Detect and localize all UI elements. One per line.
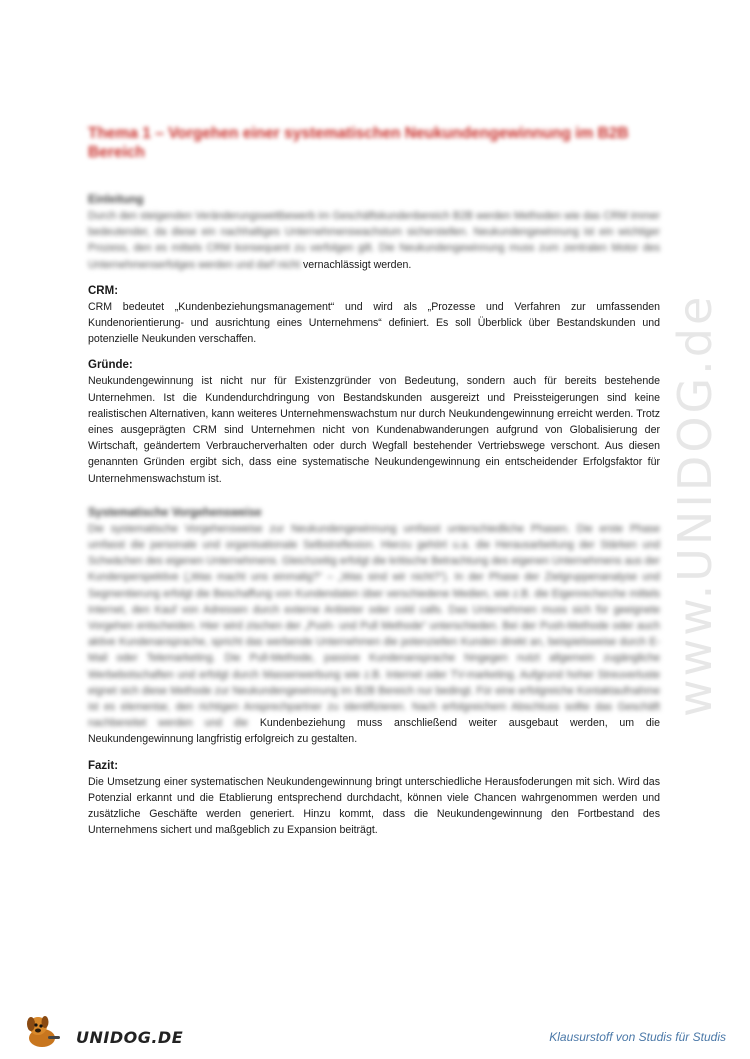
section-heading: CRM: [88, 284, 119, 297]
section-einleitung [88, 192, 660, 273]
footer-tagline: Klausurstoff von Studis für Studis [549, 1030, 726, 1044]
visible-text: Kundenbeziehung muss anschließend weiter ausgebaut werden, um die Neukundengewinnung langfristig erfolgreich zu gestalten. [88, 717, 660, 746]
section-heading: Fazit: [88, 759, 119, 772]
section-paragraph [88, 208, 660, 273]
document-title: Thema 1 – Vorgehen einer systematischen Neukundengewinnung im B2B Bereich [88, 125, 629, 161]
visible-text: vernachlässigt werden. [302, 258, 412, 271]
blurred-text: Durch den steigenden Veränderungswettbewerb im Geschäftskundenbereich B2B werden Methoden wie das CRM immer bedeutender, da diese ein nachhaltiges Unternehmenswachstum sicherstellen. Neukundengewinnung ist ein wichtiger Prozess, den es mittels CRM konsequent zu verfolgen gilt. Die Neukundengewinnung muss zum zentralen Motor des Unternehmenserfolges werden und darf nicht [88, 210, 660, 271]
section-heading: Einleitung [88, 194, 144, 206]
dog-icon [24, 1012, 64, 1052]
section-gruende [88, 357, 660, 486]
unidog-logo [24, 1012, 184, 1056]
section-paragraph: CRM bedeutet „Kundenbeziehungsmanagement“ und wird als „Prozesse und Verfahren zur umfassenden Kundenorientierung- und ausrichtung eines Unternehmens“ definiert. Es soll Überblick über Bestandskunden und potenzielle Neukunden verschaffen. [88, 300, 660, 346]
section-paragraph: Die Umsetzung einer systematischen Neukundengewinnung bringt unterschiedliche Herausfoderungen mit sich. Wird das Potenzial erkannt und die Etablierung entsprechend durchdacht, können viele Chancen wahrgenommen werden und zusätzliche Geschäfte werden generiert. Hinzu kommt, dass die Neukundengewinnung den Fortbestand des Unternehmens sichert und maßgeblich zu Expansion beiträgt. [88, 775, 660, 837]
section-fazit [88, 758, 660, 839]
section-heading: Systematische Vorgehensweise [88, 506, 262, 519]
blurred-text: Die systematische Vorgehensweise zur Neukundengewinnung umfasst unterschiedliche Phasen. Die erste Phase umfasst die personale und organisationale Selbstreflexion. Hierzu gehört u.a. die Herausarbeitung der Stärken und Schwächen des eigenen Unternehmens. Gleichzeitig erfolgt die kritische Betrachtung des eigenen Unternehmens aus der Kundenperspektive („Was macht uns einmalig?“ – „Was sind wir nicht?“). In der Phase der Zielgruppenanalyse und Segmentierung erfolgt die Beschaffung von Kundendaten über verschiedene Medien, wie z.B. die Eigenrecherche mittels Internet, den Kauf von Adressen durch externe Anbieter oder cold calls. Das Unternehmen muss sich für geeignete Vorgehen entscheiden. Hier wird zischen der „Push- und Pull Methode“ unterschieden. Bei der Push-Methode oder auch aktive Kundenansprache, spricht das werbende Unternehmen die potenziellen Kunden direkt an, beispielsweise durch E-Mail oder Telemarketing. Die Pull-Methode, passive Kundenansprache hingegen nutzt allgemein zugängliche Werbebotschaften und erfolgt durch Massenwerbung wie z.B. Internet oder TV-marketing. Aufgrund hoher Streuverluste eignet sich diese Methode zur Neukundengewinnung im B2B Bereich nur bedingt. Für eine erfolgreiche Kontaktaufnahme ist es elementar, den richtigen Ansprechpartner zu identifizieren. Nach erfolgreichem Abschluss sollte das Geschäft nachbereitet werden und die [88, 522, 660, 730]
document-body [88, 192, 660, 849]
section-paragraph: Neukundengewinnung ist nicht nur für Existenzgründer von Bedeutung, sondern auch für bereits bestehende Unternehmen. Ist die Kundendurchdringung von Bestandskunden ausgereizt und Preissteigerungen sind keine realistischen Alternativen, kann weiteres Unternehmenswachstum nur durch Neukundengewinnung erreicht werden. Trotz eines ausgeprägten CRM sind Unternehmen nicht von Kundenabwanderungen aufgrund von Globalisierung der Wirtschaft, geändertem Verbraucherverhalten oder durch Wegfall bestehender Vertriebswege verschont. Aus diesen genannten Gründen ergibt sich, dass eine systematische Neukundengewinnung ein entscheidender Erfolgsfaktor für Unternehmenswachstum ist. [88, 375, 660, 485]
section-vorgehensweise [88, 505, 660, 748]
section-heading: Gründe: [88, 359, 133, 372]
watermark: www.UNIDOG.de [668, 293, 722, 717]
section-crm [88, 283, 660, 348]
logo-text: UNIDOG.DE [76, 1028, 184, 1047]
section-paragraph [88, 521, 660, 748]
